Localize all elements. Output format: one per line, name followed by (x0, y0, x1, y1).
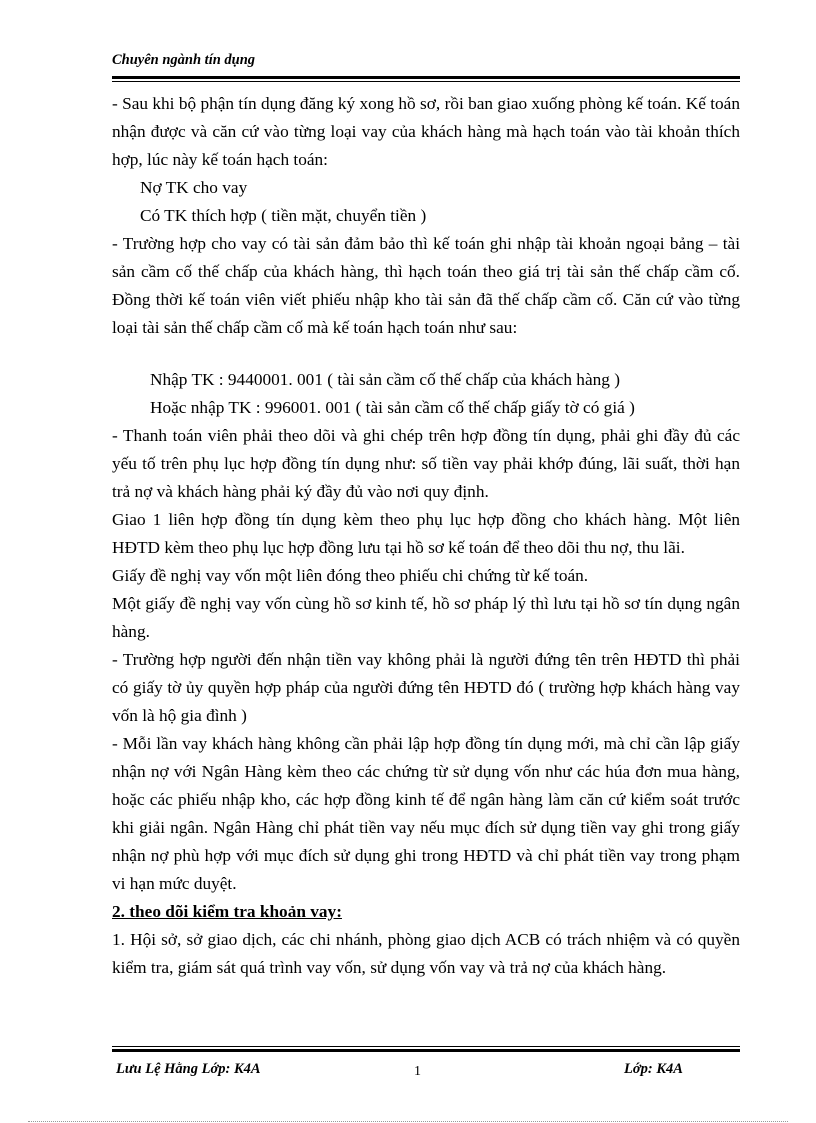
spacer (112, 342, 740, 366)
accounting-entry-debit: Nợ TK cho vay (140, 178, 248, 197)
paragraph: Giấy đề nghị vay vốn một liên đóng theo phiếu chi chứng từ kế toán. (112, 566, 589, 585)
paragraph: - Trường hợp cho vay có tài sản đảm bảo thì kế toán ghi nhập tài khoản ngoại bảng – tài sản cầm cố thế chấp của khách hàng, thì hạch toán theo giá trị tài sản thế chấp cầm cố. Đồng thời kế toán viên viết phiếu nhập kho tài sản đã thế chấp cầm cố. Căn cứ vào từng loại tài sản thế chấp cầm cố mà kế toán hạch toán như sau: (112, 234, 740, 337)
header-rule-thick (112, 76, 740, 79)
footer-rule-thick (112, 1049, 740, 1052)
account-entry-line: Nhập TK : 9440001. 001 ( tài sản cầm cố thế chấp của khách hàng ) (150, 370, 620, 389)
account-entry-line: Hoặc nhập TK : 996001. 001 ( tài sản cầm cố thế chấp giấy tờ có giá ) (150, 398, 635, 417)
paragraph: - Sau khi bộ phận tín dụng đăng ký xong hồ sơ, rồi ban giao xuống phòng kế toán. Kế toán nhận được và căn cứ vào từng loại vay của khách hàng mà hạch toán vào tài khoản thích hợp, lúc này kế toán hạch toán: (112, 94, 740, 169)
header-rule-thin (112, 81, 740, 82)
paragraph: - Thanh toán viên phải theo dõi và ghi chép trên hợp đồng tín dụng, phải ghi đầy đủ các yếu tố trên phụ lục hợp đồng tín dụng như: số tiền vay phải khớp đúng, lãi suất, thời hạn trả nợ và khách hàng phải ký đầy đủ vào nơi quy định. (112, 426, 740, 501)
footer-class: Lớp: K4A (624, 1061, 683, 1077)
accounting-entry-credit: Có TK thích hợp ( tiền mặt, chuyển tiền ) (140, 206, 427, 225)
page-number: 1 (414, 1064, 421, 1079)
document-body (112, 90, 740, 982)
paragraph: - Trường hợp người đến nhận tiền vay không phải là người đứng tên trên HĐTD thì phải có giấy tờ ủy quyền hợp pháp của người đứng tên HĐTD đó ( trường hợp khách hàng vay vốn là hộ gia đình ) (112, 650, 740, 725)
page-header-title: Chuyên ngành tín dụng (112, 52, 256, 68)
paragraph: 1. Hội sở, sở giao dịch, các chi nhánh, phòng giao dịch ACB có trách nhiệm và có quyền kiểm tra, giám sát quá trình vay vốn, sử dụng vốn vay và trả nợ của khách hàng. (112, 930, 740, 977)
footer-author: Lưu Lệ Hằng Lớp: K4A (116, 1061, 261, 1077)
paragraph: Một giấy đề nghị vay vốn cùng hồ sơ kinh tế, hồ sơ pháp lý thì lưu tại hồ sơ tín dụng ngân hàng. (112, 594, 740, 641)
section-heading: 2. theo dõi kiểm tra khoản vay: (112, 902, 342, 921)
footer-rule-thin (112, 1046, 740, 1047)
paragraph: Giao 1 liên hợp đồng tín dụng kèm theo phụ lục hợp đồng cho khách hàng. Một liên HĐTD kèm theo phụ lục hợp đồng lưu tại hồ sơ kế toán để theo dõi thu nợ, thu lãi. (112, 510, 740, 557)
paragraph: - Mỗi lần vay khách hàng không cần phải lập hợp đồng tín dụng mới, mà chỉ cần lập giấy nhận nợ với Ngân Hàng kèm theo các chứng từ sử dụng vốn như các húa đơn mua hàng, hoặc các phiếu nhập kho, các hợp đồng kinh tế để ngân hàng làm căn cứ kiểm soát trước khi giải ngân. Ngân Hàng chỉ phát tiền vay nếu mục đích sử dụng tiền vay ghi trong giấy nhận nợ phù hợp với mục đích sử dụng ghi trong HĐTD và chỉ phát tiền vay trong phạm vi hạn mức duyệt. (112, 734, 740, 893)
page-bottom-dotted-line (28, 1121, 788, 1122)
